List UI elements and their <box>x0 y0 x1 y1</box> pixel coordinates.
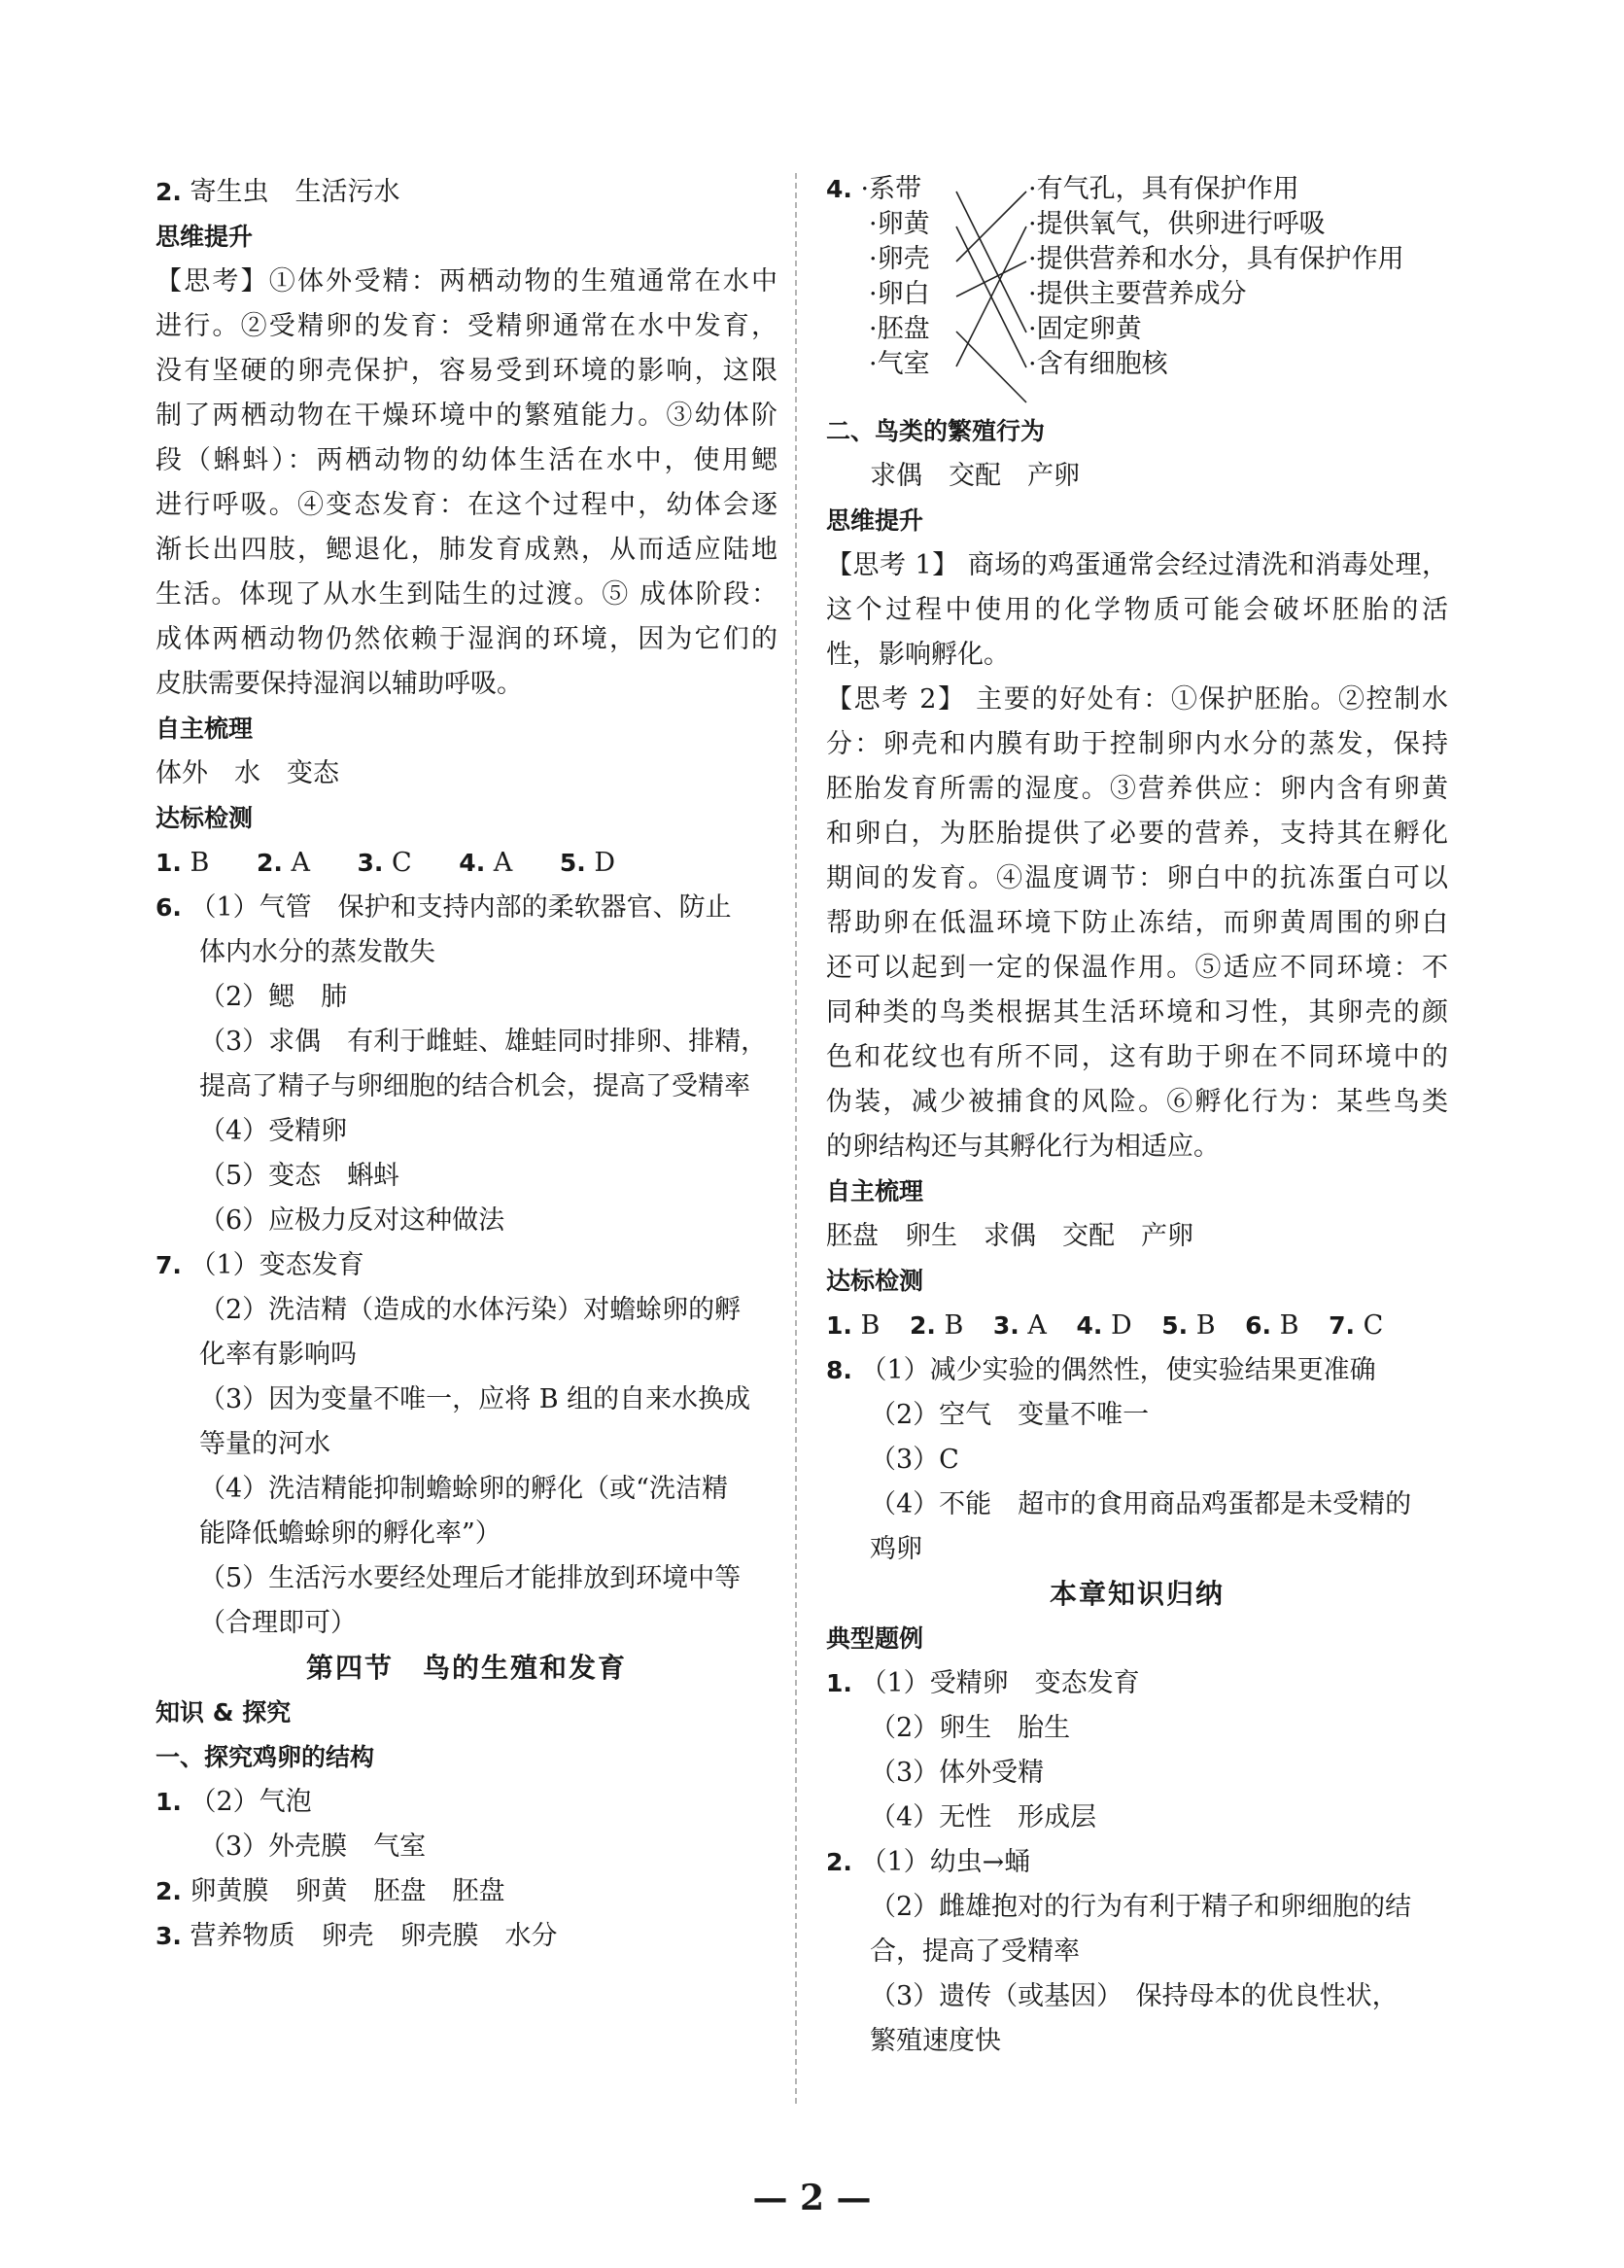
heading-thinking: 思维提升 <box>826 506 924 535</box>
answer-2: 2. 寄生虫 生活污水 <box>155 177 400 207</box>
heading-test: 达标检测 <box>826 1267 924 1295</box>
egg-structure-matching: 4. ·系带 ·卵黄 ·卵壳 ·卵白 ·胚盘 ·气室 ·有气孔，具有保护作用 ·提供氧气，供卵进行呼吸 ·提供营养和水分，具有保护作用 ·提供主要营养成分 ·固定卵黄 ·含有细胞核 <box>826 170 1448 409</box>
thinking-2-paragraph: 【思考 2】 主要的好处有：①保护胚胎。②控制水 分：卵壳和内膜有助于控制卵内水分的蒸发，保持 胚胎发育所需的湿度。③营养供应：卵内含有卵黄 和卵白，为胚胎提供了必要的营养，支持其在孵化 期间的发育。④温度调节：卵白中的抗冻蛋白可以 帮助卵在低温环境下防止冻结，而卵黄周围的卵白 还可以起到一定的保温作用。⑤适应不同环境：不 同种类的鸟类根据其生活环境和习性，其卵壳的颜 色和花纹也有所不同，这有助于卵在不同环境中的 伪装，减少被捕食的风险。⑥孵化行为：某些鸟类 的卵结构还与其孵化行为相适应。 <box>826 684 1448 1162</box>
typical-1: 1. （1）受精卵 变态发育 （2）卵生 胎生 （3）体外受精 （4）无性 形成层 <box>826 1668 1140 1832</box>
heading-bird-behavior: 二、鸟类的繁殖行为 <box>826 417 1046 445</box>
mc-answers: 1. B 2. A 3. C 4. A 5. D <box>155 848 616 878</box>
heading-self-review: 自主梳理 <box>826 1177 924 1205</box>
mc-answers: 1. B 2. B 3. A 4. D 5. B 6. B 7. C <box>826 1310 1384 1341</box>
knowledge-3: 3. 营养物质 卵壳 卵壳膜 水分 <box>155 1921 558 1951</box>
heading-knowledge: 知识 & 探究 <box>155 1698 292 1727</box>
chapter-summary-title: 本章知识归纳 <box>1049 1578 1225 1610</box>
heading-self-review: 自主梳理 <box>155 715 254 743</box>
section-title: 第四节 鸟的生殖和发育 <box>305 1652 627 1684</box>
knowledge-2: 2. 卵黄膜 卵黄 胚盘 胚盘 <box>155 1876 505 1906</box>
column-divider <box>795 173 797 2104</box>
bird-behavior-answer: 求偶 交配 产卵 <box>870 461 1080 491</box>
answer-7: 7. （1）变态发育 （2）洗洁精（造成的水体污染）对蟾蜍卵的孵 化率有影响吗 （3）因为变量不唯一，应将 B 组的自来水换成 等量的河水 （4）洗洁精能抑制蟾蜍卵的孵化（或“洗洁精 能降低蟾蜍卵的孵化率”） （5）生活污水要经处理后才能排放到环境中等 （合理即可） <box>155 1250 751 1638</box>
heading-typical-examples: 典型题例 <box>826 1624 924 1653</box>
heading-test: 达标检测 <box>155 804 254 832</box>
self-review-answer: 胚盘 卵生 求偶 交配 产卵 <box>826 1221 1193 1251</box>
page-number: — 2 — <box>752 2178 872 2218</box>
thinking-1-paragraph: 【思考 1】 商场的鸡蛋通常会经过清洗和消毒处理， 这个过程中使用的化学物质可能会破坏胚胎的活 性，影响孵化。 <box>826 550 1448 670</box>
answer-8: 8. （1）减少实验的偶然性，使实验结果更准确 （2）空气 变量不唯一 （3）C （4）不能 超市的食用商品鸡蛋都是未受精的 鸡卵 <box>826 1355 1412 1564</box>
knowledge-1: 1. （2）气泡 （3）外壳膜 气室 <box>155 1787 427 1862</box>
left-column <box>155 170 777 1959</box>
typical-2: 2. （1）幼虫→蛹 （2）雌雄抱对的行为有利于精子和卵细胞的结 合，提高了受精率 （3）遗传（或基因） 保持母本的优良性状， 繁殖速度快 <box>826 1847 1412 2056</box>
thinking-paragraph: 【思考】①体外受精：两栖动物的生殖通常在水中 进行。②受精卵的发育：受精卵通常在水中发育， 没有坚硬的卵壳保护，容易受到环境的影响，这限 制了两栖动物在干燥环境中的繁殖能力。③幼体阶 段（蝌蚪）：两栖动物的幼体生活在水中，使用鳃 进行呼吸。④变态发育：在这个过程中，幼体会逐 渐长出四肢，鳃退化，肺发育成熟，从而适应陆地 生活。体现了从水生到陆生的过渡。⑤ 成体阶段： 成体两栖动物仍然依赖于湿润的环境，因为它们的 皮肤需要保持湿润以辅助呼吸。 <box>155 266 777 699</box>
right-column <box>826 170 1448 2064</box>
self-review-answer: 体外 水 变态 <box>155 758 339 788</box>
heading-thinking: 思维提升 <box>155 223 254 251</box>
heading-explore-egg: 一、探究鸡卵的结构 <box>155 1743 375 1771</box>
answer-6: 6. （1）气管 保护和支持内部的柔软器官、防止 体内水分的蒸发散失 （2）鳃 肺 （3）求偶 有利于雌蛙、雄蛙同时排卵、排精， 提高了精子与卵细胞的结合机会，提高了受精率 （4）受精卵 （5）变态 蝌蚪 （6）应极力反对这种做法 <box>155 892 768 1236</box>
